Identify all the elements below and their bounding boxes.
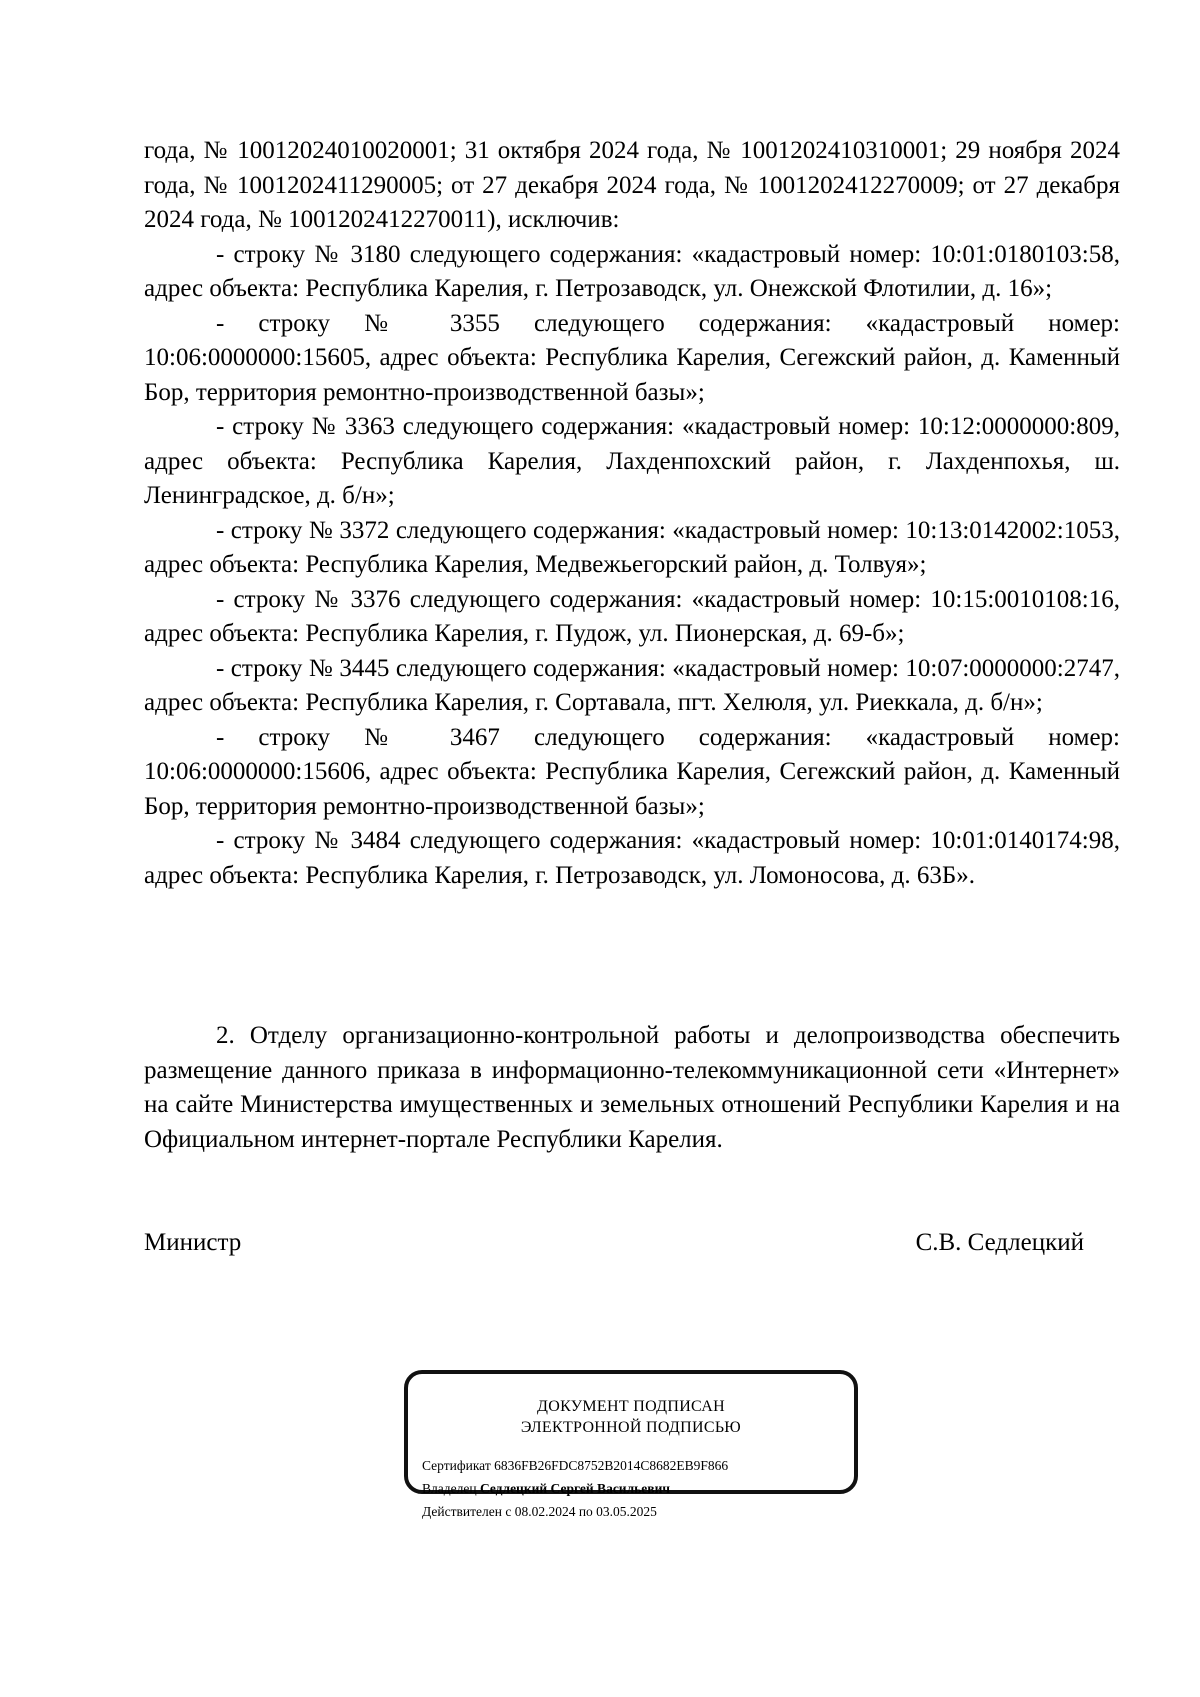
valid-from-date: 08.02.2024 <box>514 1504 576 1519</box>
certificate-value: 6836FB26FDC8752B2014C8682EB9F866 <box>494 1458 729 1473</box>
certificate-label: Сертификат <box>422 1458 491 1473</box>
excluded-line-3484: - строку № 3484 следующего содержания: «кадастровый номер: 10:01:0140174:98, адрес объекта: Республика Карелия, г. Петрозаводск, ул. Ломоносова, д. 63Б». <box>144 827 1120 889</box>
excluded-line-3180: - строку № 3180 следующего содержания: «кадастровый номер: 10:01:0180103:58, адрес объекта: Республика Карелия, г. Петрозаводск, ул. Онежской Флотилии, д. 16»; <box>144 240 1120 302</box>
valid-to-label: по <box>578 1504 593 1519</box>
owner-label: Владелец <box>422 1481 477 1496</box>
excluded-line-3467: - строку № 3467 следующего содержания: «кадастровый номер: 10:06:0000000:15606, адрес объекта: Республика Карелия, Сегежский район, д. Каменный Бор, территория ремонтно-производственной базы»; <box>144 723 1120 820</box>
stamp-title-line-2: ЭЛЕКТРОННОЙ ПОДПИСЬЮ <box>520 1419 742 1436</box>
valid-to-date: 03.05.2025 <box>596 1504 657 1519</box>
stamp-title <box>408 1396 854 1438</box>
owner-value: Седлецкий Сергей Васильевич <box>479 1481 670 1496</box>
signer-name: С.В. Седлецкий <box>915 1229 1084 1256</box>
stamp-owner-line <box>422 1477 728 1500</box>
stamp-validity-line <box>422 1500 728 1523</box>
excluded-line-3445: - строку № 3445 следующего содержания: «кадастровый номер: 10:07:0000000:2747, адрес объекта: Республика Карелия, г. Сортавала, пгт. Хелюля, ул. Риеккала, д. б/н»; <box>144 654 1120 716</box>
stamp-certificate-line <box>422 1454 728 1477</box>
electronic-signature-stamp <box>404 1370 858 1519</box>
order-text <box>144 134 1120 893</box>
stamp-details <box>422 1454 728 1523</box>
continuation-paragraph: года, № 10012024010020001; 31 октября 2024 года, № 1001202410310001; 29 ноября 2024 года, № 1001202411290005; от 27 декабря 2024 года, № 1001202412270009; от 27 декабря 2024 года, № 1001202412270011), исключив: <box>144 137 1120 233</box>
stamp-title-line-1: ДОКУМЕНТ ПОДПИСАН <box>537 1398 725 1415</box>
paragraph-2-block <box>144 1019 1120 1157</box>
signer-position: Министр <box>144 1229 242 1256</box>
valid-from-label: с <box>505 1504 512 1519</box>
excluded-line-3355: - строку № 3355 следующего содержания: «кадастровый номер: 10:06:0000000:15605, адрес объекта: Республика Карелия, Сегежский район, д. Каменный Бор, территория ремонтно-производственной базы»; <box>144 309 1120 406</box>
paragraph-2: 2. Отделу организационно-контрольной работы и делопроизводства обеспечить размещение данного приказа в информационно-телекоммуникационной сети «Интернет» на сайте Министерства имущественных и земельных отношений Республики Карелия и на Официальном интернет-портале Республики Карелия. <box>144 1022 1120 1153</box>
excluded-line-3363: - строку № 3363 следующего содержания: «кадастровый номер: 10:12:0000000:809, адрес объекта: Республика Карелия, Лахденпохский район, г. Лахденпохья, ш. Ленинградское, д. б/н»; <box>144 413 1120 509</box>
excluded-line-3372: - строку № 3372 следующего содержания: «кадастровый номер: 10:13:0142002:1053, адрес объекта: Республика Карелия, Медвежьегорский район, д. Толвуя»; <box>144 516 1120 578</box>
valid-label: Действителен <box>422 1504 502 1519</box>
excluded-line-3376: - строку № 3376 следующего содержания: «кадастровый номер: 10:15:0010108:16, адрес объекта: Республика Карелия, г. Пудож, ул. Пионерская, д. 69-б»; <box>144 585 1120 647</box>
